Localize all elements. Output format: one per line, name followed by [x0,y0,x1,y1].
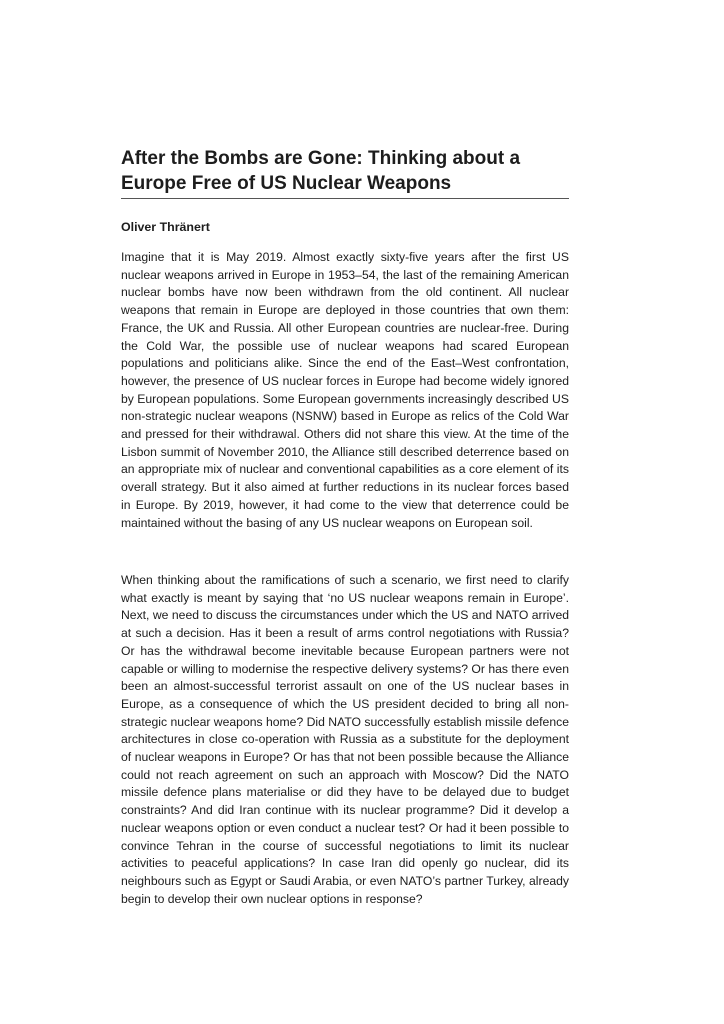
title-divider [121,198,569,199]
paragraph: Imagine that it is May 2019. Almost exactly sixty-five years after the first US nuclear weapons arrived in Europe in 1953–54, the last of the remaining American nuclear bombs have now been withdrawn from the old continent. All nuclear weapons that remain in Europe are deployed in those countries that own them: France, the UK and Russia. All other European countries are nuclear-free. During the Cold War, the possible use of nuclear weapons had scared European populations and politicians alike. Since the end of the East–West confrontation, however, the presence of US nuclear forces in Europe had become widely ignored by European populations. Some European governments increasingly described US non-strategic nuclear weapons (NSNW) based in Europe as relics of the Cold War and pressed for their withdrawal. Others did not share this view. At the time of the Lisbon summit of November 2010, the Alliance still described deterrence based on an appropriate mix of nuclear and conventional capabilities as a core element of its overall strategy. But it also aimed at further reductions in its nuclear forces based in Europe. By 2019, however, it had come to the view that deterrence could be maintained without the basing of any US nuclear weapons on European soil. [121,250,569,530]
article-title: After the Bombs are Gone: Thinking about a Europe Free of US Nuclear Weapons [121,148,521,194]
paragraph: When thinking about the ramifications of such a scenario, we first need to clarify what exactly is meant by saying that ‘no US nuclear weapons remain in Europe’. Next, we need to discuss the circumstances under which the US and NATO arrived at such a decision. Has it been a result of arms control negotiations with Russia? Or has the withdrawal become inevitable because European partners were not capable or willing to modernise the respective delivery systems? Or has there even been an almost-successful terrorist assault on one of the US nuclear bases in Europe, as a consequence of which the US president decided to bring all non-strategic nuclear weapons home? Did NATO successfully establish missile defence architectures in close co-operation with Russia as a substitute for the deployment of nuclear weapons in Europe? Or has that not been possible because the Alliance could not reach agreement on such an approach with Moscow? Did the NATO missile defence plans materialise or did they have to be delayed due to budget constraints? And did Iran continue with its nuclear programme? Did it develop a nuclear weapons option or even conduct a nuclear test? Or had it been possible to convince Tehran in the course of successful negotiations to limit its nuclear activities to peaceful applications? In case Iran did openly go nuclear, did its neighbours such as Egypt or Saudi Arabia, or even NATO’s partner Turkey, already begin to develop their own nuclear options in response? [121,573,569,906]
author-name: Oliver Thränert [121,220,210,234]
